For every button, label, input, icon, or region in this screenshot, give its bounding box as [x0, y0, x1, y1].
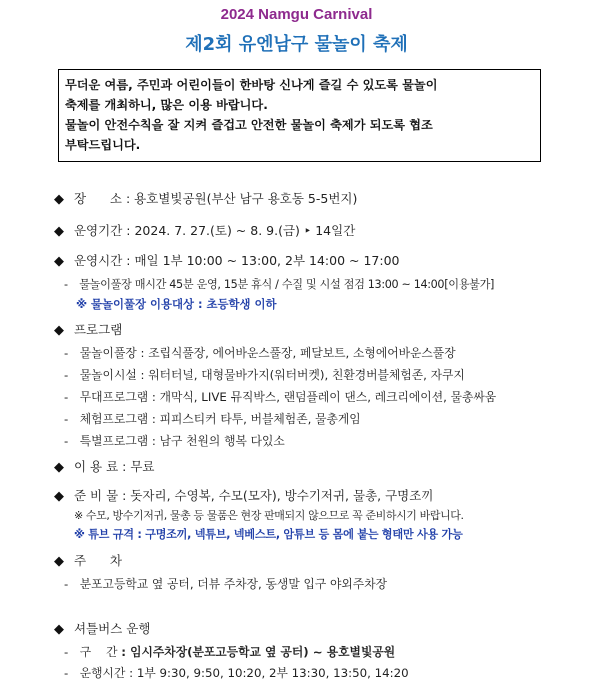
shuttle-time-row [64, 664, 409, 681]
fee-value: : 무료 [122, 459, 155, 474]
period-value: : 2024. 7. 27.(토) ~ 8. 9.(금) ‣ 14일간 [126, 223, 356, 238]
program-row [54, 320, 122, 338]
prep-row [54, 486, 433, 504]
shuttle-route-value: : 임시주차장(분포고등학교 옆 공터) ~ 용호별빛공원 [121, 645, 396, 659]
notice-line: 물놀이 안전수칙을 잘 지켜 즐겁고 안전한 물놀이 축제가 되도록 협조 [65, 118, 433, 132]
parking-label: 주 차 [73, 553, 122, 568]
diamond-bullet-icon: ◆ [54, 192, 64, 207]
diamond-bullet-icon: ◆ [54, 622, 64, 637]
dash-bullet: - [64, 368, 69, 382]
diamond-bullet-icon: ◆ [54, 323, 64, 338]
program-item [64, 388, 496, 405]
hours-note: 물놀이풀장 매시간 45분 운영, 15분 휴식 / 수질 및 시설 점검 13:00 ~ 14:00[이용불가] [79, 278, 495, 291]
shuttle-time-value: : 1부 9:30, 9:50, 10:20, 2부 13:30, 13:50, 14:20 [129, 666, 409, 680]
dash-bullet: - [64, 666, 69, 680]
program-item [64, 410, 361, 427]
prep-value: : 돗자리, 수영복, 수모(모자), 방수기저귀, 물총, 구명조끼 [122, 488, 434, 503]
parking-value: 분포고등학교 옆 공터, 더뷰 주차장, 동생말 입구 야외주차장 [79, 577, 387, 591]
prep-note: ※ 수모, 방수기저귀, 물총 등 물품은 현장 판매되지 않으므로 꼭 준비하시기 바랍니다. [74, 509, 464, 522]
parking-item [64, 575, 387, 592]
shuttle-route-label: 구 간 [79, 645, 118, 659]
dash-bullet: - [64, 434, 69, 448]
fee-row [54, 457, 155, 475]
notice-box [58, 69, 541, 162]
diamond-bullet-icon: ◆ [54, 254, 64, 269]
shuttle-route-row [64, 643, 395, 660]
period-row [54, 221, 355, 239]
program-item-text: 물놀이풀장 : 조립식풀장, 에어바운스풀장, 페달보트, 소형에어바운스풀장 [79, 346, 456, 360]
shuttle-row [54, 619, 150, 637]
event-title-korean: 제2회 유엔남구 물놀이 축제 [185, 34, 408, 55]
notice-line: 축제를 개최하니, 많은 이용 바랍니다. [65, 98, 268, 112]
program-label: 프로그램 [73, 322, 123, 337]
tube-note-row [74, 526, 463, 542]
hours-target-row [76, 296, 277, 312]
shuttle-time-label: 운행시간 [79, 666, 126, 680]
program-item-text: 체험프로그램 : 피피스티커 타투, 버블체험존, 물총게임 [79, 412, 361, 426]
parking-row [54, 551, 122, 569]
program-item-text: 물놀이시설 : 워터터널, 대형물바가지(워터버켓), 친환경버블체험존, 자쿠지 [79, 368, 465, 382]
period-label: 운영기간 [73, 223, 123, 238]
program-item [64, 432, 285, 449]
pool-target-note: ※ 물놀이풀장 이용대상 : 초등학생 이하 [76, 297, 277, 311]
prep-note-row [74, 507, 464, 523]
venue-label: 장 소 [73, 191, 122, 206]
dash-bullet: - [64, 390, 69, 404]
notice-line: 무더운 여름, 주민과 어린이들이 한바탕 신나게 즐길 수 있도록 물놀이 [65, 78, 438, 92]
diamond-bullet-icon: ◆ [54, 554, 64, 569]
dash-bullet: - [64, 645, 69, 659]
hours-row [54, 251, 399, 269]
hours-label: 운영시간 [73, 253, 123, 268]
program-item [64, 344, 456, 361]
dash-bullet: - [64, 346, 69, 360]
notice-line: 부탁드립니다. [65, 138, 141, 152]
program-item [64, 366, 465, 383]
prep-label: 준 비 물 [73, 488, 119, 503]
program-item-text: 특별프로그램 : 남구 천원의 행복 다있소 [79, 434, 285, 448]
dash-bullet: - [64, 278, 68, 291]
tube-spec-note: ※ 튜브 규격 : 구명조끼, 넥튜브, 넥베스트, 암튜브 등 몸에 붙는 형태만 사용 가능 [74, 528, 463, 541]
dash-bullet: - [64, 577, 69, 591]
shuttle-label: 셔틀버스 운행 [73, 621, 151, 636]
hours-value: : 매일 1부 10:00 ~ 13:00, 2부 14:00 ~ 17:00 [126, 253, 400, 268]
hours-note-row [64, 276, 494, 292]
diamond-bullet-icon: ◆ [54, 224, 64, 239]
venue-value: : 용호별빛공원(부산 남구 용호동 5-5번지) [125, 191, 358, 206]
venue-row [54, 189, 357, 207]
fee-label: 이 용 료 [73, 459, 119, 474]
program-item-text: 무대프로그램 : 개막식, LIVE 뮤직박스, 랜덤플레이 댄스, 레크리에이션, 물총싸움 [79, 390, 497, 404]
diamond-bullet-icon: ◆ [54, 460, 64, 475]
event-title-english: 2024 Namgu Carnival [220, 6, 373, 23]
dash-bullet: - [64, 412, 69, 426]
diamond-bullet-icon: ◆ [54, 489, 64, 504]
